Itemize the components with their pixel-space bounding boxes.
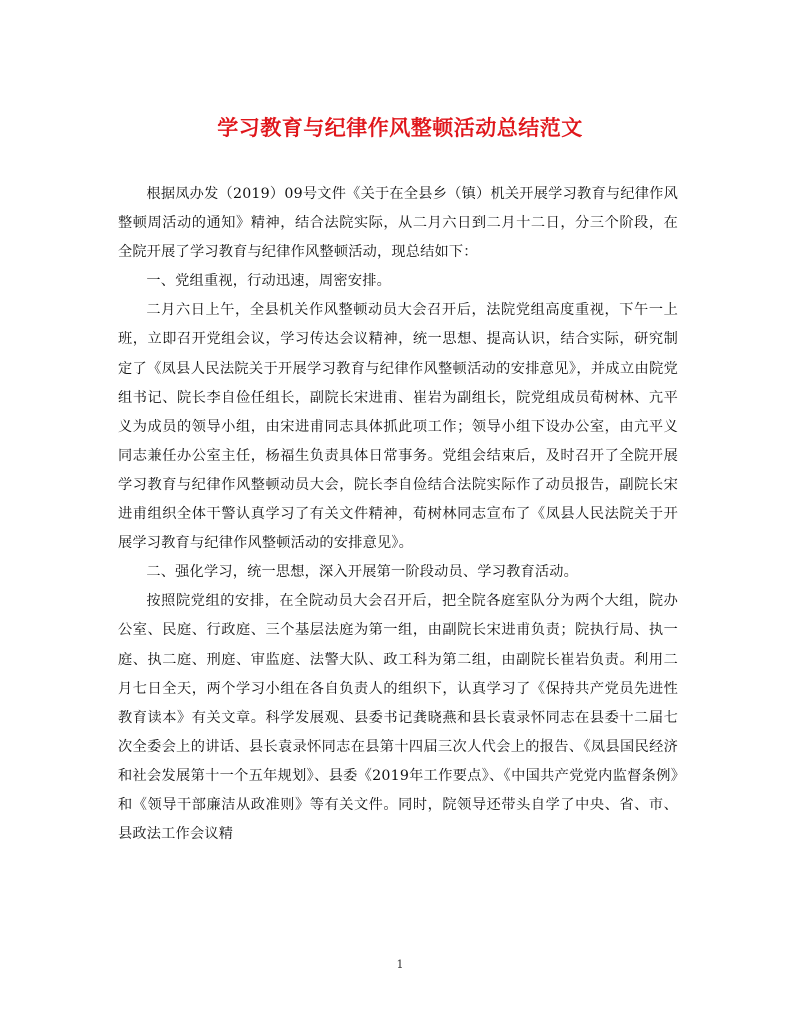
section-heading-2: 二、强化学习，统一思想，深入开展第一阶段动员、学习教育活动。	[146, 564, 579, 581]
paragraph-intro: 根据凤办发（2019）09号文件《关于在全县乡（镇）机关开展学习教育与纪律作风整顿周活动的通知》精神，结合法院实际，从二月六日到二月十二日，分三个阶段，在全院开展了学习教育与纪律作风整顿活动，现总结如下：	[118, 186, 678, 261]
paragraph-section-2: 按照院党组的安排，在全院动员大会召开后，把全院各庭室队分为两个大组，院办公室、民庭、行政庭、三个基层法庭为第一组，由副院长宋进甫负责；院执行局、执一庭、执二庭、刑庭、审监庭、法警大队、政工科为第二组，由副院长崔岩负责。利用二月七日全天，两个学习小组在各自负责人的组织下，认真学习了《保持共产党员先进性教育读本》有关文章。科学发展观、县委书记龚晓燕和县长袁录怀同志在县委十二届七次全委会上的讲话、县长袁录怀同志在县第十四届三次人代会上的报告、《凤县国民经济和社会发展第十一个五年规划》、县委《2019年工作要点》、《中国共产党党内监督条例》和《领导干部廉洁从政准则》等有关文件。同时，院领导还带头自学了中央、省、市、县政法工作会议精	[118, 593, 678, 843]
section-heading-1: 一、党组重视，行动迅速，周密安排。	[146, 273, 391, 290]
document-body	[118, 180, 678, 849]
paragraph-section-1: 二月六日上午，全县机关作风整顿动员大会召开后，法院党组高度重视，下午一上班，立即召开党组会议，学习传达会议精神，统一思想、提高认识，结合实际，研究制定了《凤县人民法院关于开展学习教育与纪律作风整顿活动的安排意见》，并成立由院党组书记、院长李自俭任组长，副院长宋进甫、崔岩为副组长，院党组成员荀树林、亢平义为成员的领导小组，由宋进甫同志具体抓此项工作；领导小组下设办公室，由亢平义同志兼任办公室主任，杨福生负责具体日常事务。党组会结束后，及时召开了全院开展学习教育与纪律作风整顿动员大会，院长李自俭结合法院实际作了动员报告，副院长宋进甫组织全体干警认真学习了有关文件精神，荀树林同志宣布了《凤县人民法院关于开展学习教育与纪律作风整顿活动的安排意见》。	[118, 302, 678, 552]
document-title: 学习教育与纪律作风整顿活动总结范文	[217, 115, 583, 140]
page-number: 1	[396, 958, 404, 971]
